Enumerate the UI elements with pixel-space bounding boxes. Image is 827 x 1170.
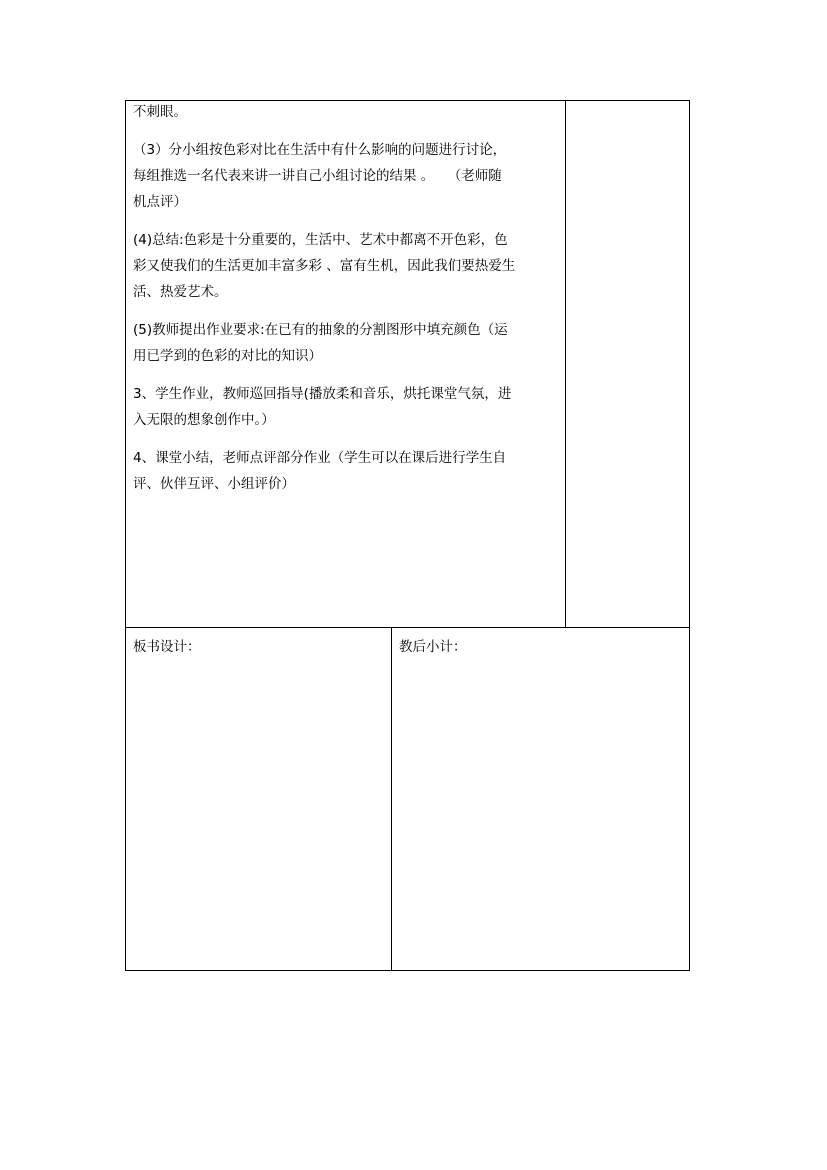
text-line: 评、伙伴互评、小组评价） (133, 476, 295, 492)
text-line: (4)总结:色彩是十分重要的，生活中、艺术中都离不开色彩，色 (133, 232, 508, 248)
lower-column-divider (391, 627, 392, 971)
table-border-right (689, 100, 690, 971)
text-line: 4、课堂小结，老师点评部分作业（学生可以在课后进行学生自 (133, 450, 507, 466)
text-line: 彩又使我们的生活更加丰富多彩 、富有生机，因此我们要热爱生 (133, 258, 516, 274)
text-line: (5)教师提出作业要求:在已有的抽象的分割图形中填充颜色（运 (133, 322, 508, 338)
text-line: 机点评） (133, 194, 187, 210)
table-border-bottom (125, 970, 690, 971)
paragraph (133, 227, 561, 305)
text-line: 用已学到的色彩的对比的知识） (133, 348, 322, 364)
paragraph (133, 99, 561, 125)
paragraph (133, 137, 561, 215)
table-border-left (125, 100, 126, 971)
board-design-label: 板书设计： (133, 639, 201, 655)
reflection-label: 教后小计： (399, 639, 467, 655)
text-line: 入无限的想象创作中。） (133, 412, 275, 428)
text-line: 每组推选一名代表来讲一讲自己小组讨论的结果 。 （老师随 (133, 168, 502, 184)
text-line: 3、学生作业，教师巡回指导(播放柔和音乐，烘托课堂气氛，进 (133, 386, 512, 402)
text-line: 不刺眼。 (133, 104, 187, 120)
upper-column-divider (565, 100, 566, 628)
paragraph (133, 445, 561, 497)
row-divider (125, 627, 690, 628)
text-line: （3）分小组按色彩对比在生活中有什么影响的问题进行讨论， (133, 142, 507, 158)
paragraph (133, 317, 561, 369)
lesson-process-cell (133, 99, 561, 509)
paragraph (133, 381, 561, 433)
text-line: 活、热爱艺术。 (133, 284, 228, 300)
